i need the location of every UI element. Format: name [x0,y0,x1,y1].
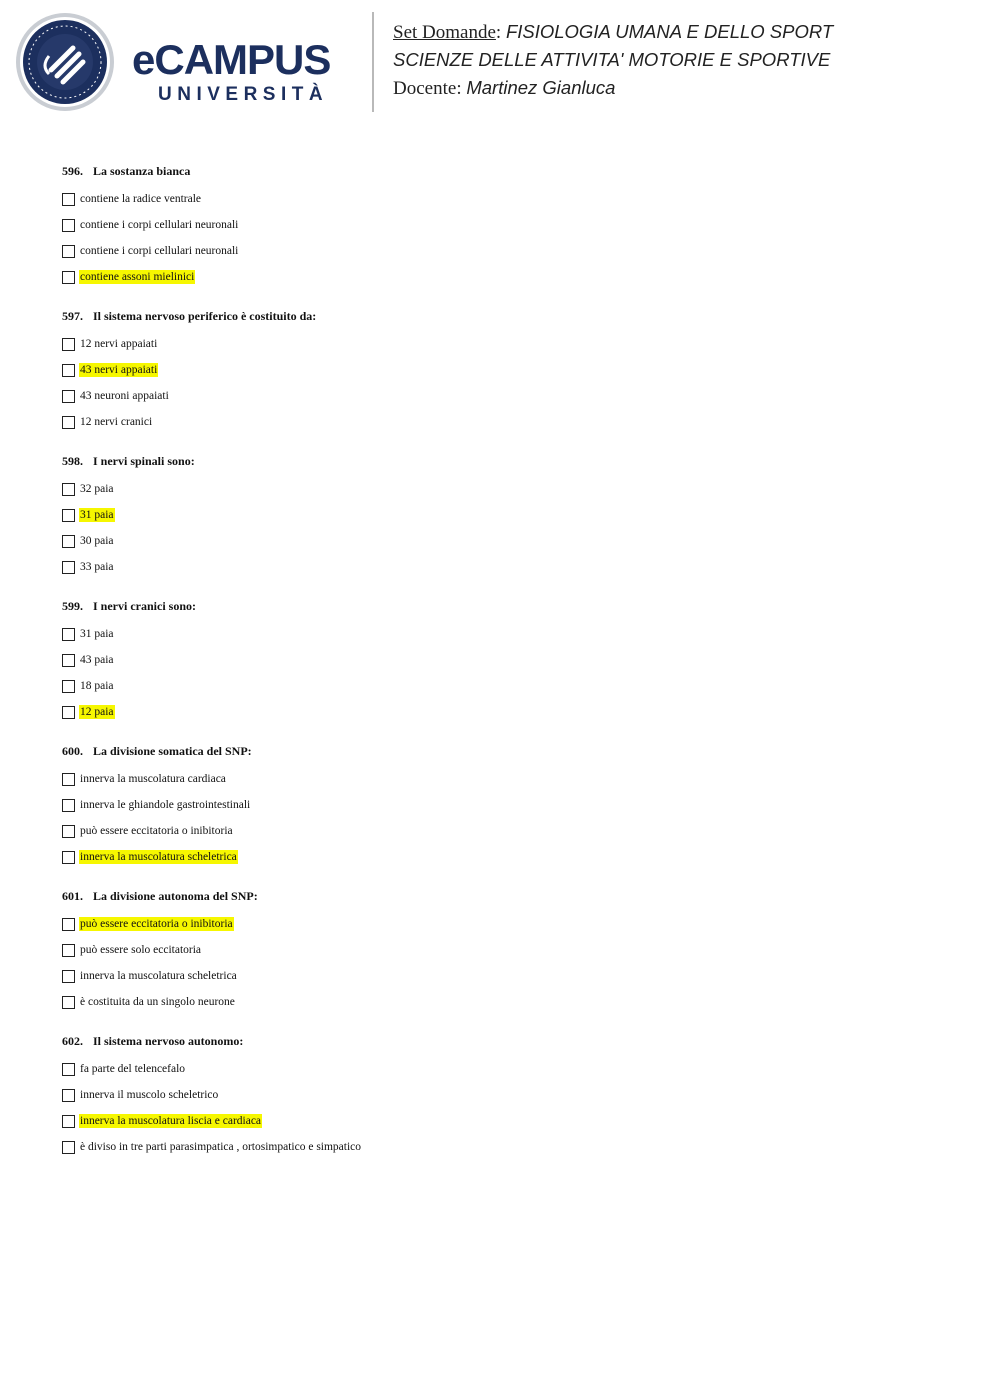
header-info [393,18,833,102]
answer-option[interactable] [62,1134,962,1160]
question-597 [62,307,962,435]
answer-text: contiene la radice ventrale [80,193,201,205]
answer-checkbox[interactable] [62,1063,75,1076]
teacher-label: Docente [393,78,457,99]
question-text: Il sistema nervoso autonomo: [93,1034,244,1048]
question-title [62,1032,962,1050]
answer-text: può essere solo eccitatoria [80,944,202,956]
answer-text: può essere eccitatoria o inibitoria [80,825,233,837]
answer-checkbox[interactable] [62,654,75,667]
answer-checkbox[interactable] [62,390,75,403]
course-line [393,46,833,74]
answer-checkbox[interactable] [62,799,75,812]
answer-checkbox[interactable] [62,483,75,496]
answer-option[interactable] [62,766,962,792]
answer-option[interactable] [62,212,962,238]
answer-option[interactable] [62,502,962,528]
answer-text: 43 paia [80,654,114,666]
answer-option[interactable] [62,647,962,673]
page-header [0,0,1000,130]
answer-text: 18 paia [80,680,114,692]
question-title [62,452,962,470]
answer-checkbox[interactable] [62,970,75,983]
answer-checkbox[interactable] [62,680,75,693]
answer-text: 43 nervi appaiati [80,364,158,376]
answer-text: innerva la muscolatura cardiaca [80,773,226,785]
question-602 [62,1032,962,1160]
answer-option[interactable] [62,963,962,989]
teacher-line: Docente: Martinez Gianluca [393,77,616,99]
set-line: Set Domande: FISIOLOGIA UMANA E DELLO SPORT [393,21,834,43]
answer-text: 12 nervi cranici [80,416,153,428]
answer-option[interactable] [62,699,962,725]
answer-option[interactable] [62,818,962,844]
answer-option[interactable] [62,911,962,937]
answer-option[interactable] [62,528,962,554]
answer-text: 31 paia [80,509,114,521]
question-601 [62,887,962,1015]
answer-text: innerva le ghiandole gastrointestinali [80,799,251,811]
answer-text: 33 paia [80,561,114,573]
answer-checkbox[interactable] [62,706,75,719]
answer-option[interactable] [62,554,962,580]
answer-option[interactable] [62,264,962,290]
question-number: 600. [62,744,83,758]
answer-checkbox[interactable] [62,509,75,522]
answer-checkbox[interactable] [62,535,75,548]
question-list [62,162,962,1177]
answer-text: innerva il muscolo scheletrico [80,1089,219,1101]
brand-logo [132,38,330,106]
question-number: 596. [62,164,83,178]
answer-text: innerva la muscolatura liscia e cardiaca [80,1115,262,1127]
answer-text: 43 neuroni appaiati [80,390,169,402]
answer-checkbox[interactable] [62,1089,75,1102]
answer-option[interactable] [62,792,962,818]
question-title [62,307,962,325]
header-divider [372,12,374,112]
question-number: 597. [62,309,83,323]
answer-text: contiene i corpi cellulari neuronali [80,245,239,257]
answer-option[interactable] [62,989,962,1015]
answer-option[interactable] [62,1082,962,1108]
question-number: 598. [62,454,83,468]
answer-option[interactable] [62,621,962,647]
answer-option[interactable] [62,673,962,699]
question-title [62,887,962,905]
answer-checkbox[interactable] [62,271,75,284]
answer-option[interactable] [62,331,962,357]
answer-checkbox[interactable] [62,918,75,931]
answer-option[interactable] [62,238,962,264]
question-598 [62,452,962,580]
answer-checkbox[interactable] [62,944,75,957]
answer-text: può essere eccitatoria o inibitoria [80,918,233,930]
answer-option[interactable] [62,186,962,212]
answer-option[interactable] [62,1108,962,1134]
question-text: La sostanza bianca [93,164,191,178]
question-number: 599. [62,599,83,613]
brand-subtitle: UNIVERSITÀ [158,84,329,105]
answer-checkbox[interactable] [62,245,75,258]
question-text: I nervi spinali sono: [93,454,195,468]
question-text: La divisione autonoma del SNP: [93,889,258,903]
answer-checkbox[interactable] [62,851,75,864]
question-number: 601. [62,889,83,903]
answer-option[interactable] [62,383,962,409]
answer-text: fa parte del telencefalo [80,1063,186,1075]
answer-checkbox[interactable] [62,825,75,838]
answer-checkbox[interactable] [62,416,75,429]
brand-name: eCAMPUS [132,36,331,83]
question-title [62,162,962,180]
answer-checkbox[interactable] [62,1141,75,1154]
set-value: FISIOLOGIA UMANA E DELLO SPORT [505,21,834,42]
question-number: 602. [62,1034,83,1048]
answer-option[interactable] [62,937,962,963]
question-text: La divisione somatica del SNP: [93,744,252,758]
answer-checkbox[interactable] [62,193,75,206]
answer-text: è diviso in tre parti parasimpatica , ortosimpatico e simpatico [80,1141,362,1153]
answer-checkbox[interactable] [62,338,75,351]
answer-option[interactable] [62,409,962,435]
answer-checkbox[interactable] [62,628,75,641]
answer-checkbox[interactable] [62,561,75,574]
answer-checkbox[interactable] [62,1115,75,1128]
answer-option[interactable] [62,1056,962,1082]
answer-option[interactable] [62,476,962,502]
answer-checkbox[interactable] [62,773,75,786]
answer-option[interactable] [62,357,962,383]
ecampus-seal-icon [15,12,115,112]
question-text: I nervi cranici sono: [93,599,196,613]
answer-checkbox[interactable] [62,364,75,377]
answer-option[interactable] [62,844,962,870]
teacher-name: Martinez Gianluca [466,77,616,98]
answer-text: contiene i corpi cellulari neuronali [80,219,239,231]
answer-text: innerva la muscolatura scheletrica [80,970,237,982]
answer-text: 12 paia [80,706,114,718]
answer-text: innerva la muscolatura scheletrica [80,851,237,863]
answer-checkbox[interactable] [62,996,75,1009]
answer-text: 32 paia [80,483,114,495]
answer-text: 12 nervi appaiati [80,338,158,350]
answer-text: 30 paia [80,535,114,547]
question-600 [62,742,962,870]
question-title [62,597,962,615]
answer-text: 31 paia [80,628,114,640]
course-name: SCIENZE DELLE ATTIVITA' MOTORIE E SPORTIVE [393,49,831,70]
answer-text: è costituita da un singolo neurone [80,996,235,1008]
question-599 [62,597,962,725]
question-title [62,742,962,760]
question-596 [62,162,962,290]
set-label: Set Domande [393,22,496,43]
answer-checkbox[interactable] [62,219,75,232]
question-text: Il sistema nervoso periferico è costituito da: [93,309,317,323]
answer-text: contiene assoni mielinici [80,271,195,283]
